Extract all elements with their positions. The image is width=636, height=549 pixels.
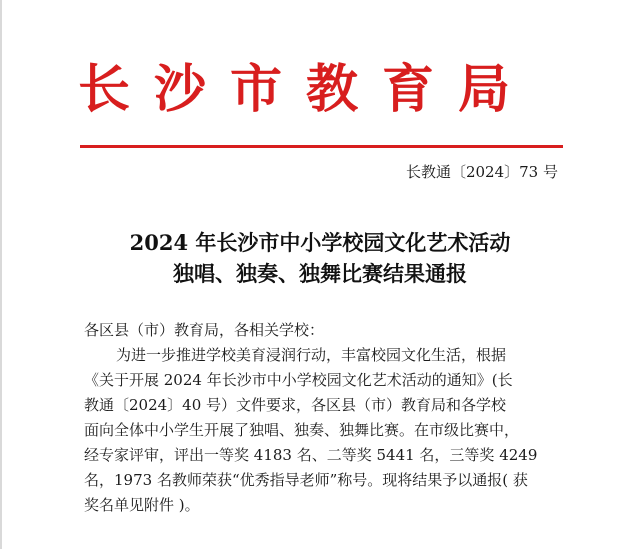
body-line: 教通〔2024〕40 号）文件要求，各区县（市）教育局和各学校: [84, 396, 507, 414]
document-title: [80, 227, 560, 289]
header-org-name: 长沙市教育局: [78, 59, 535, 120]
body-line: 为进一步推进学校美育浸润行动，丰富校园文化生活，根据: [116, 346, 507, 364]
document-body: [84, 318, 562, 518]
body-line: 《关于开展 2024 年长沙市中小学校园文化艺术活动的通知》(长: [84, 371, 513, 389]
body-line: 经专家评审，评出一等奖 4183 名、二等奖 5441 名，三等奖 4249: [84, 446, 538, 464]
document-title-line-2: 独唱、独奏、独舞比赛结果通报: [173, 261, 467, 286]
page-edge: [0, 0, 2, 549]
body-line: 奖名单见附件 )。: [84, 496, 200, 514]
body-line: 名，1973 名教师荣获“优秀指导老师”称号。现将结果予以通报( 获: [84, 471, 528, 489]
document-title-line-1: 2024 年长沙市中小学校园文化艺术活动: [129, 230, 511, 255]
header-divider: [80, 145, 563, 148]
document-number: 长教通〔2024〕73 号: [405, 163, 558, 181]
body-line: 面向全体中小学生开展了独唱、独奏、独舞比赛。在市级比赛中，: [84, 421, 520, 439]
salutation: 各区县（市）教育局，各相关学校：: [84, 321, 325, 339]
